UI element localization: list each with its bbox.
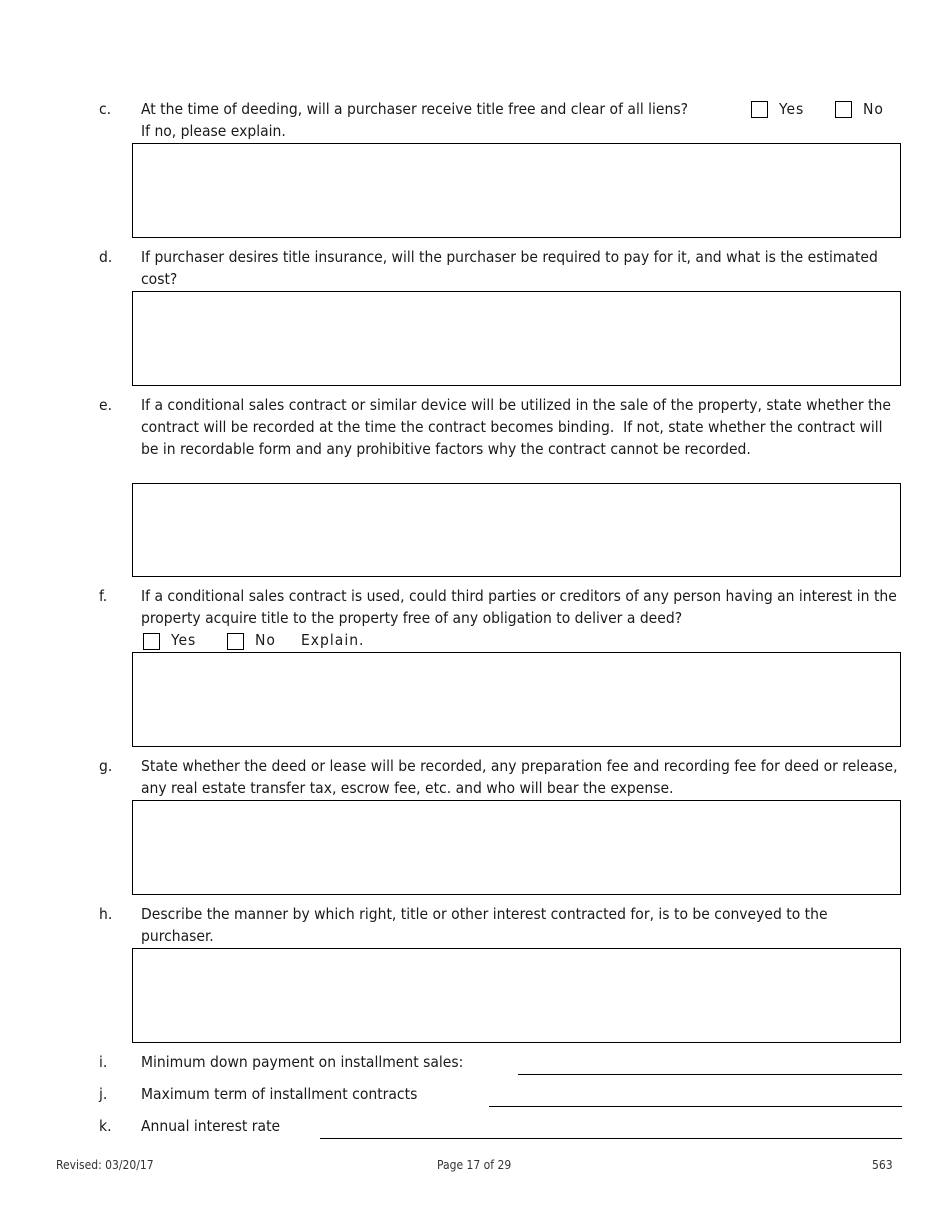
question-k bbox=[0, 1115, 950, 1137]
question-h bbox=[0, 903, 950, 947]
question-e bbox=[0, 394, 950, 482]
question-d-text: If purchaser desires title insurance, will the purchaser be required to pay for it, and what is the estimated cost? bbox=[141, 248, 878, 288]
question-h-answer-box[interactable] bbox=[132, 948, 901, 1043]
question-g-answer-box[interactable] bbox=[132, 800, 901, 895]
question-g-letter: g. bbox=[99, 757, 113, 775]
question-i-text: Minimum down payment on installment sales: bbox=[141, 1053, 464, 1071]
question-k-letter: k. bbox=[99, 1117, 112, 1135]
question-g bbox=[0, 755, 950, 799]
question-h-text: Describe the manner by which right, title or other interest contracted for, is to be conveyed to the purchaser. bbox=[141, 905, 828, 945]
question-f-no-label: No bbox=[255, 631, 276, 649]
question-i-answer-line[interactable] bbox=[518, 1074, 902, 1075]
question-f-explain-label: Explain. bbox=[301, 631, 365, 649]
footer-form-number: 563 bbox=[872, 1158, 893, 1172]
question-h-letter: h. bbox=[99, 905, 113, 923]
question-c-subtext: If no, please explain. bbox=[141, 122, 286, 140]
question-d-letter: d. bbox=[99, 248, 113, 266]
question-f-letter: f. bbox=[99, 587, 108, 605]
question-f-no-checkbox[interactable] bbox=[227, 633, 244, 650]
question-c-no-label: No bbox=[863, 100, 884, 118]
question-d-answer-box[interactable] bbox=[132, 291, 901, 386]
question-e-answer-box[interactable] bbox=[132, 483, 901, 577]
question-f-answer-box[interactable] bbox=[132, 652, 901, 747]
question-i bbox=[0, 1051, 950, 1073]
question-k-answer-line[interactable] bbox=[320, 1138, 902, 1139]
footer-page-number: Page 17 of 29 bbox=[437, 1158, 512, 1172]
question-d bbox=[0, 246, 950, 290]
footer-revised-date: Revised: 03/20/17 bbox=[56, 1158, 154, 1172]
question-f-yes-label: Yes bbox=[171, 631, 197, 649]
question-c-letter: c. bbox=[99, 100, 112, 118]
question-e-text: If a conditional sales contract or similar device will be utilized in the sale of the property, state whether the contract will be recorded at the time the contract becomes binding. If not, state whether the contract will be in recordable form and any prohibitive factors why the contract cannot be recorded. bbox=[141, 396, 896, 458]
question-c-no-checkbox[interactable] bbox=[835, 101, 852, 118]
question-c-yes-checkbox[interactable] bbox=[751, 101, 768, 118]
question-g-text: State whether the deed or lease will be recorded, any preparation fee and recording fee for deed or release, any real estate transfer tax, escrow fee, etc. and who will bear the expense. bbox=[141, 757, 898, 797]
question-f-yes-checkbox[interactable] bbox=[143, 633, 160, 650]
question-e-letter: e. bbox=[99, 396, 113, 414]
question-i-letter: i. bbox=[99, 1053, 108, 1071]
question-c-answer-box[interactable] bbox=[132, 143, 901, 238]
question-j-answer-line[interactable] bbox=[489, 1106, 902, 1107]
question-c-yes-label: Yes bbox=[779, 100, 805, 118]
question-j-letter: j. bbox=[99, 1085, 108, 1103]
question-j-text: Maximum term of installment contracts bbox=[141, 1085, 418, 1103]
question-k-text: Annual interest rate bbox=[141, 1117, 281, 1135]
question-c bbox=[0, 98, 950, 142]
question-f-text: If a conditional sales contract is used, could third parties or creditors of any person having an interest in the property acquire title to the property free of any obligation to deliver a deed? bbox=[141, 587, 897, 627]
question-c-text: At the time of deeding, will a purchaser receive title free and clear of all liens? bbox=[141, 100, 688, 118]
question-j bbox=[0, 1083, 950, 1105]
